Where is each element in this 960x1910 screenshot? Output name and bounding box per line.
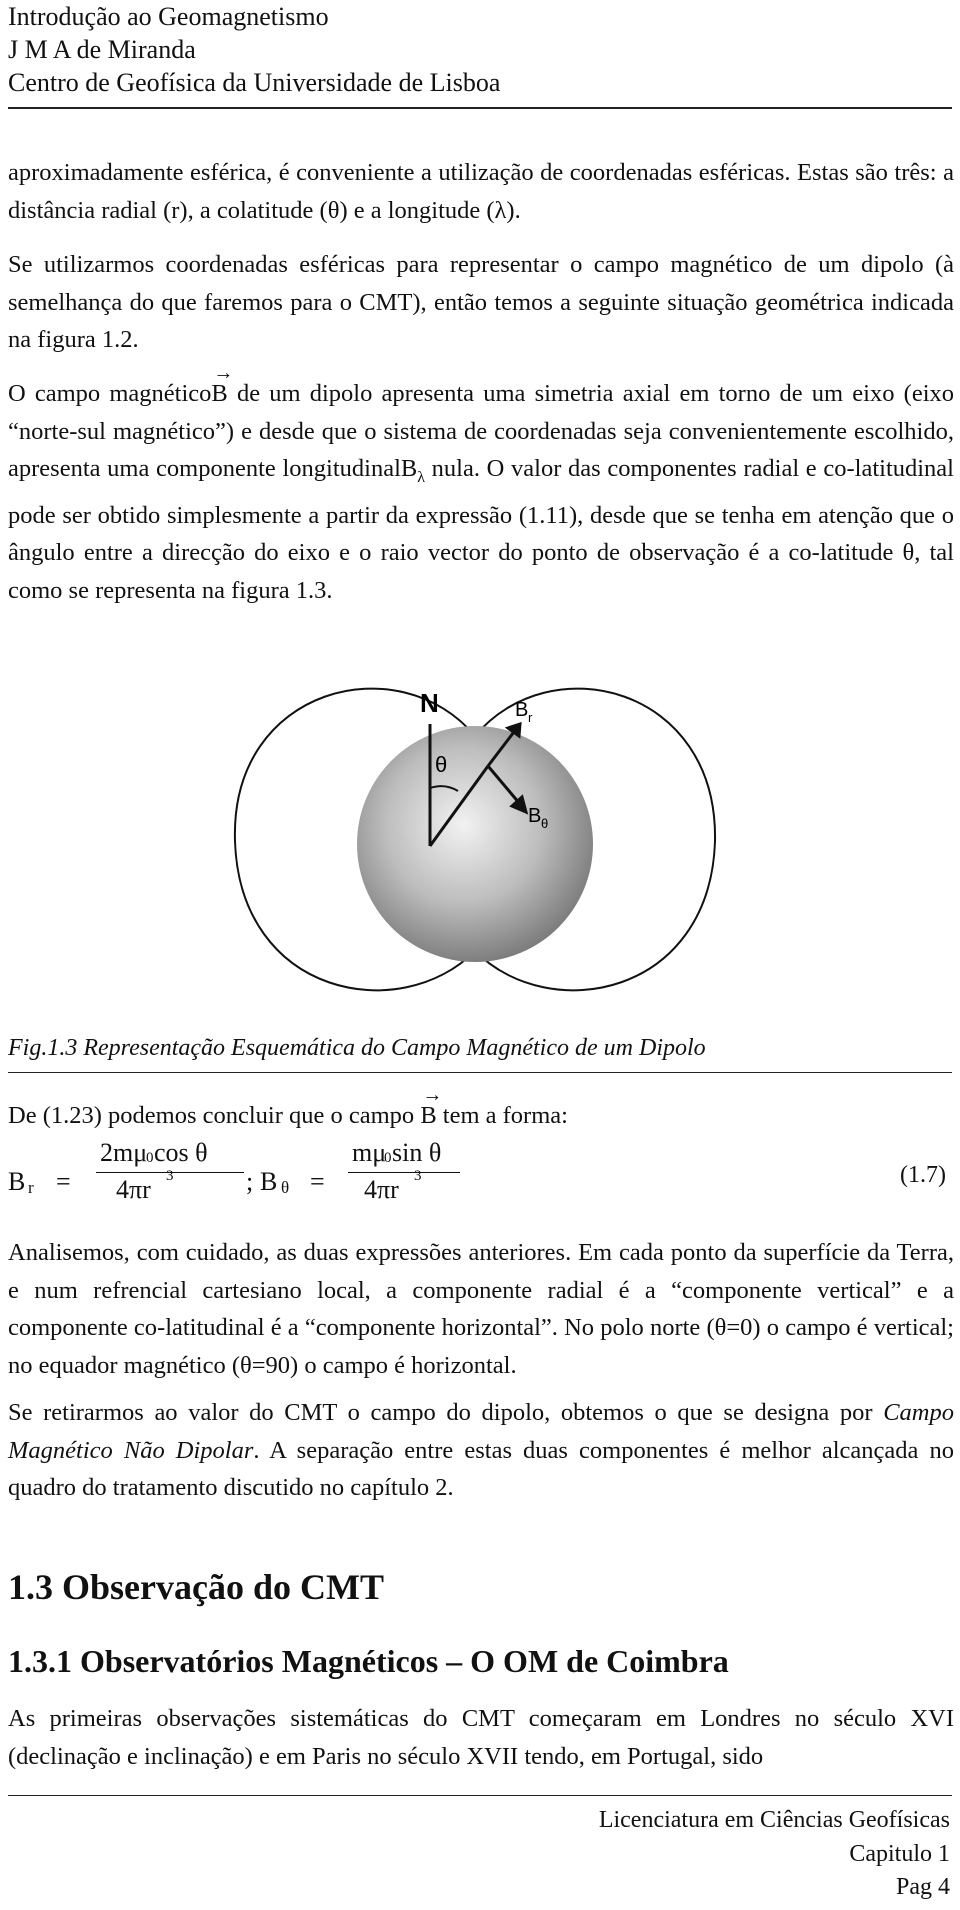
btheta-label-subscript: θ: [541, 816, 549, 831]
paragraph-1: aproximadamente esférica, é conveniente a utilização de coordenadas esféricas. Estas são três: a distância radial (r), a colatitude (θ) e a longitude (λ).: [8, 159, 954, 224]
eq-B-theta: B: [260, 1167, 278, 1196]
vector-b-symbol: → B: [211, 375, 227, 413]
eq-fraction-bar-2: [348, 1172, 460, 1173]
eq-num1-rest: cos θ: [154, 1138, 208, 1167]
b-lambda-symbol: B: [400, 455, 418, 482]
page-header: [8, 0, 500, 99]
paragraph-7: As primeiras observações sistemáticas do CMT começaram em Londres no século XVI (declinação e inclinação) e em Paris no século XVII tendo, em Portugal, sido: [8, 1705, 954, 1770]
header-author: J M A de Miranda: [8, 35, 196, 64]
br-label: B: [515, 699, 529, 721]
p4-text-b: tem a forma:: [436, 1102, 568, 1129]
header-institution: Centro de Geofísica da Universidade de Lisboa: [8, 68, 501, 97]
eq-equals-2: =: [310, 1167, 325, 1196]
eq-equals-1: =: [56, 1167, 71, 1196]
eq-num2-rest: sin θ: [392, 1138, 442, 1167]
eq-den2: 4πr: [364, 1175, 399, 1204]
eq-den1-sup: 3: [166, 1168, 174, 1184]
eq-num2-sub: 0: [384, 1150, 392, 1166]
p6-text-b: . A separação entre estas duas componentes é melhor alcançada no quadro do tratamento discutido no capítulo 2.: [8, 1436, 954, 1501]
lambda-subscript: λ: [417, 469, 425, 486]
north-label: N: [420, 688, 439, 718]
p6-emphasis: Campo Magnético Não Dipolar: [8, 1399, 954, 1464]
subsection-heading-1-3-1: 1.3.1 Observatórios Magnéticos – O OM de Coimbra: [8, 1643, 729, 1679]
caption-rule: [8, 1072, 952, 1073]
eq-number: (1.7): [900, 1162, 946, 1188]
header-rule: [8, 107, 952, 109]
paragraph-4: [8, 1097, 954, 1135]
eq-den2-sup: 3: [414, 1168, 422, 1184]
br-label-subscript: r: [528, 710, 533, 725]
paragraph-5: Analisemos, com cuidado, as duas expressões anteriores. Em cada ponto da superfície da Terra, e num refrencial cartesiano local, a componente radial é a “componente vertical” e a componente co-latitudinal é a “componente horizontal”. No polo norte (θ=0) o campo é vertical; no equador magnético (θ=90) o campo é horizontal.: [8, 1239, 954, 1379]
paragraph-2: Se utilizarmos coordenadas esféricas para representar o campo magnético de um dipolo (à semelhança do que faremos para o CMT), então temos a seguinte situação geométrica indicada na figura 1.2.: [8, 251, 954, 353]
eq-r-subscript: r: [28, 1178, 34, 1197]
equation-1-7: [8, 1140, 954, 1220]
eq-den1: 4πr: [116, 1175, 151, 1204]
dipole-field-figure: [230, 666, 720, 1026]
figure-caption: Fig.1.3 Representação Esquemática do Campo Magnético de um Dipolo: [8, 1035, 706, 1061]
theta-label: θ: [435, 752, 448, 777]
p3-text-a: O campo magnético: [8, 380, 212, 407]
earth-sphere: [357, 726, 593, 962]
eq-num1-sub: 0: [146, 1150, 154, 1166]
vector-b-symbol-2: → B: [420, 1097, 436, 1135]
p4-text-a: De (1.23) podemos concluir que o campo: [8, 1102, 415, 1129]
header-title: Introdução ao Geomagnetismo: [8, 2, 329, 31]
paragraph-6: [8, 1394, 954, 1507]
section-heading-1-3: 1.3 Observação do CMT: [8, 1567, 384, 1607]
eq-separator: ;: [246, 1167, 254, 1196]
footer-chapter: Capitulo 1: [849, 1841, 950, 1867]
eq-num1: 2mμ: [100, 1138, 148, 1167]
paragraph-3: [8, 375, 954, 609]
footer-rule: [8, 1795, 952, 1796]
eq-num2: mμ: [352, 1138, 387, 1167]
p3-text-b: de um dipolo apresenta uma simetria axial em torno de um eixo (eixo “norte-sul magnético”) e desde que o sistema de coordenadas seja convenientemente escolhido, apresenta uma componente longitudinal: [8, 380, 955, 482]
footer-course: Licenciatura em Ciências Geofísicas: [598, 1807, 950, 1833]
p6-text-a: Se retirarmos ao valor do CMT o campo do dipolo, obtemos o que se designa por: [8, 1399, 884, 1426]
btheta-label: B: [528, 805, 542, 827]
eq-theta-subscript: θ: [281, 1178, 290, 1197]
footer-page: Pag 4: [896, 1874, 950, 1900]
eq-B: B: [8, 1167, 26, 1196]
p3-text-c: nula. O valor das componentes radial e co-latitudinal pode ser obtido simplesmente a partir da expressão (1.11), desde que se tenha em atenção que o ângulo entre a direcção do eixo e o raio vector do ponto de observação é a co-latitude θ, tal como se representa na figura 1.3.: [8, 455, 954, 604]
